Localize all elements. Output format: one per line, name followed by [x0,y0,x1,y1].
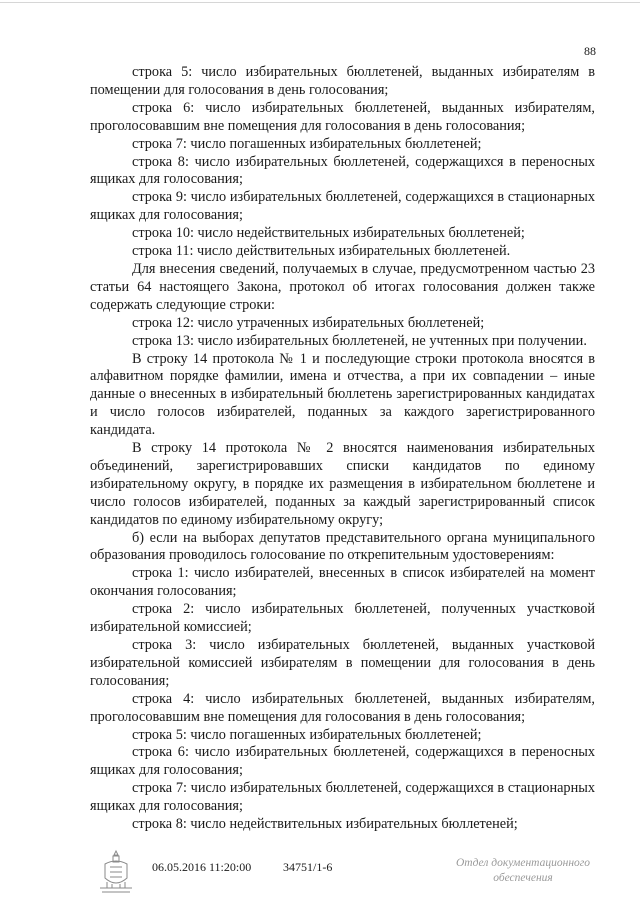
paragraph: В строку 14 протокола № 1 и последующие строки протокола вносятся в алфавитном порядке фамилии, имена и отчества, а при их совпадении – иные данные о внесенных в избирательный бюллетень зарегистрированных кандидатах и число голосов избирателей, поданных за каждого зарегистрированного кандидата. [90,350,595,439]
document-body [90,64,595,834]
paragraph: строка 8: число избирательных бюллетеней, содержащихся в переносных ящиках для голосования; [90,153,595,188]
paragraph: строка 6: число избирательных бюллетеней, содержащихся в переносных ящиках для голосования; [90,744,595,779]
page-number: 88 [584,44,596,58]
paragraph: строка 5: число погашенных избирательных бюллетеней; [132,726,482,743]
coat-of-arms-icon [96,848,136,896]
paragraph: строка 11: число действительных избирательных бюллетеней. [132,243,511,260]
footer-datetime: 06.05.2016 11:20:00 [152,860,252,874]
paragraph: строка 1: число избирателей, внесенных в список избирателей на момент окончания голосования; [90,565,595,600]
paragraph: строка 7: число погашенных избирательных бюллетеней; [132,135,482,152]
paragraph: строка 12: число утраченных избирательных бюллетеней; [132,314,485,331]
paragraph: строка 10: число недействительных избирательных бюллетеней; [132,225,525,242]
stamp-line: Отдел документационного [455,857,591,869]
paragraph: строка 7: число избирательных бюллетеней, содержащихся в стационарных ящиках для голосования; [90,780,595,815]
scan-top-border [0,2,640,3]
paragraph: строка 8: число недействительных избирательных бюллетеней; [132,816,518,833]
paragraph: строка 5: число избирательных бюллетеней, выданных избирателям в помещении для голосования в день голосования; [90,64,595,98]
stamp-line: обеспечения [493,872,553,884]
paragraph: В строку 14 протокола № 2 вносятся наименования избирательных объединений, зарегистрировавших списки кандидатов по единому избирательному округу, в порядке их размещения в избирательном бюллетене и число голосов избирателей, поданных за каждый зарегистрированный список кандидатов по единому избирательному округу; [90,440,595,528]
paragraph: б) если на выборах депутатов представительного органа муниципального образования проводилось голосование по открепительным удостоверениям: [90,529,595,564]
paragraph: строка 2: число избирательных бюллетеней, полученных участковой избирательной комиссией; [90,601,595,636]
paragraph: Для внесения сведений, получаемых в случае, предусмотренном частью 23 статьи 64 настоящего Закона, протокол об итогах голосования должен также содержать следующие строки: [90,260,595,313]
paragraph: строка 6: число избирательных бюллетеней, выданных избирателям, проголосовавшим вне помещения для голосования в день голосования; [90,99,595,134]
paragraph: строка 13: число избирательных бюллетеней, не учтенных при получении. [132,332,587,349]
footer-doc-code: 34751/1-6 [283,860,333,874]
paragraph: строка 3: число избирательных бюллетеней, выданных участковой избирательной комиссией избирателям в помещении для голосования в день голосования; [90,637,595,689]
department-stamp [448,856,598,886]
paragraph: строка 4: число избирательных бюллетеней, выданных избирателям, проголосовавшим вне помещения для голосования в день голосования; [90,690,595,725]
paragraph: строка 9: число избирательных бюллетеней, содержащихся в стационарных ящиках для голосования; [90,189,595,224]
